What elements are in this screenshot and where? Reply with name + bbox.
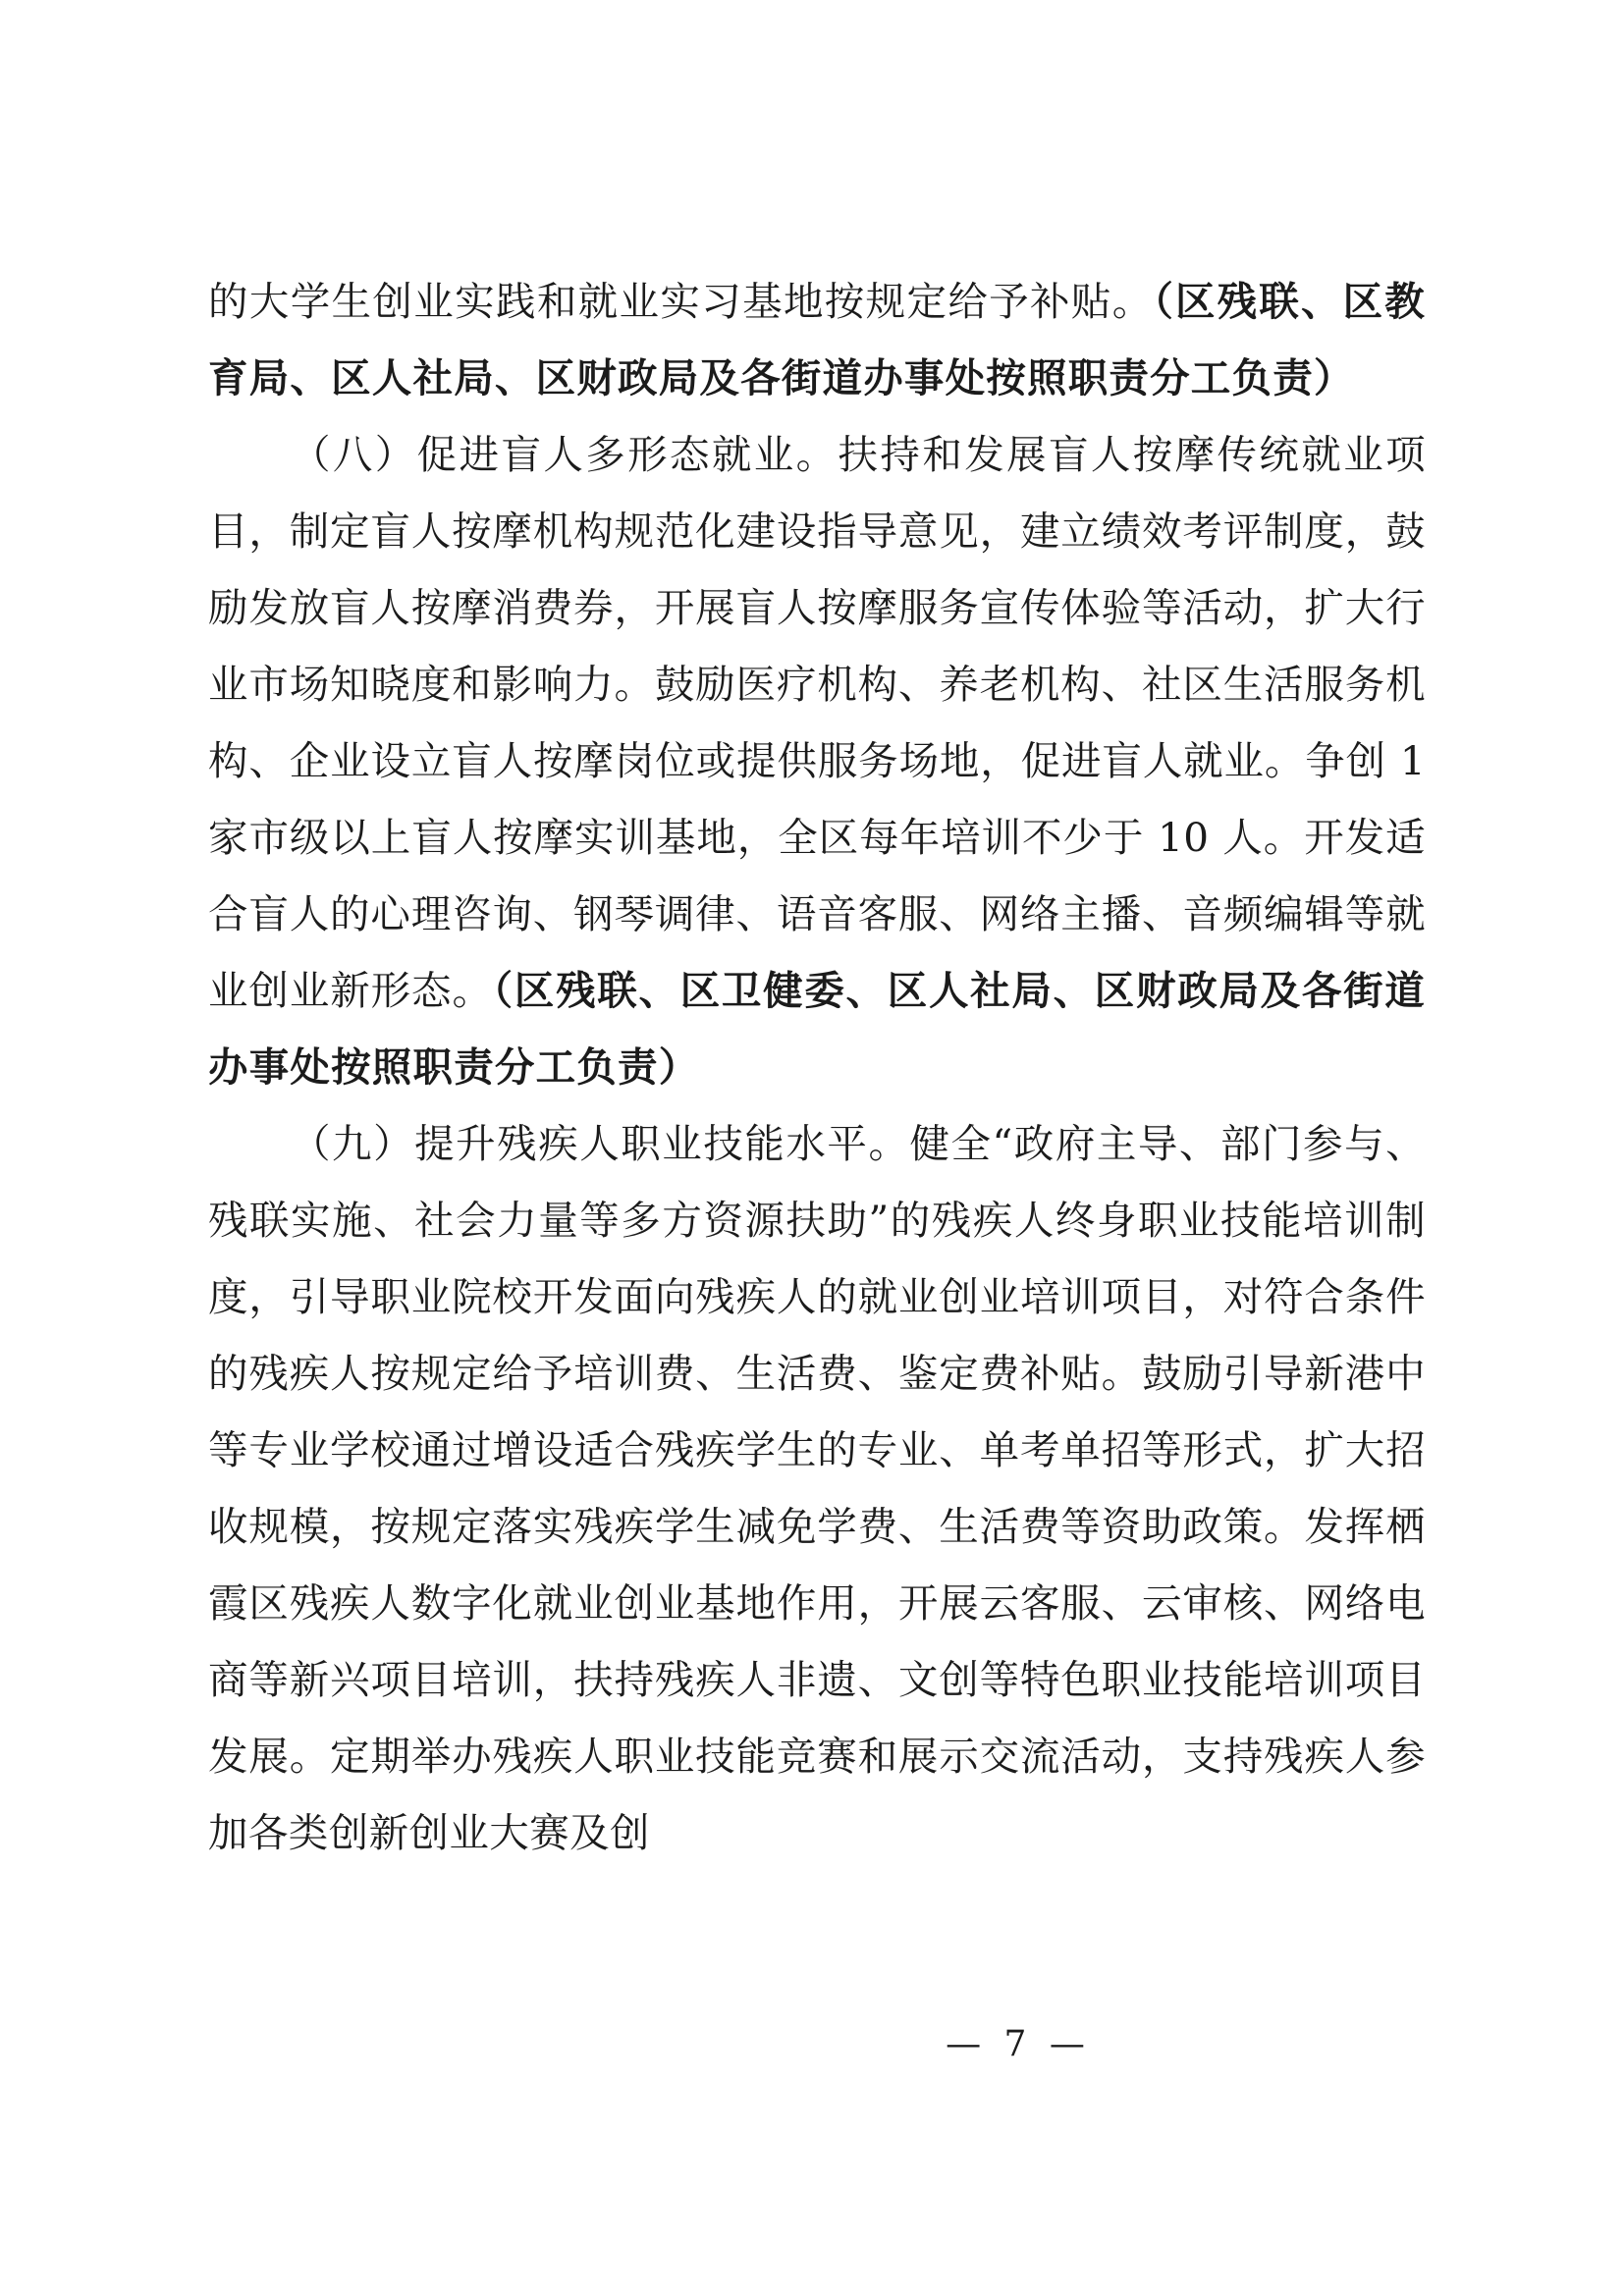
document-body [208,263,1426,1871]
paragraph-continued [208,263,1426,416]
body-text-run: （九）提升残疾人职业技能水平。健全“政府主导、部门参与、残联实施、社会力量等多方资源扶助”的残疾人终身职业技能培训制度，引导职业院校开发面向残疾人的就业创业培训项目，对符合条件的残疾人按规定给予培训费、生活费、鉴定费补贴。鼓励引导新港中等专业学校通过增设适合残疾学生的专业、单考单招等形式，扩大招收规模，按规定落实残疾学生减免学费、生活费等资助政策。发挥栖霞区残疾人数字化就业创业基地作用，开展云客服、云审核、网络电商等新兴项目培训，扶持残疾人非遗、文创等特色职业技能培训项目发展。定期举办残疾人职业技能竞赛和展示交流活动，支持残疾人参加各类创新创业大赛及创 [208,1120,1426,1856]
body-text-run: 的大学生创业实践和就业实习基地按规定给予补贴。 [208,278,1154,325]
responsible-units-emphasis: （区残联、区卫健委、区人社局、区财政局及各街道办事处按照职责分工负责） [208,967,1426,1091]
page-number: — 7 — [946,2024,1091,2064]
paragraph-item-nine [208,1105,1426,1871]
responsible-units-emphasis: （区残联、区教育局、区人社局、区财政局及各街道办事处按照职责分工负责） [208,278,1426,401]
page-footer [0,2024,1624,2064]
paragraph-item-eight [208,416,1426,1105]
body-text-run: （八）促进盲人多形态就业。扶持和发展盲人按摩传统就业项目，制定盲人按摩机构规范化建设指导意见，建立绩效考评制度，鼓励发放盲人按摩消费券，开展盲人按摩服务宣传体验等活动，扩大行业市场知晓度和影响力。鼓励医疗机构、养老机构、社区生活服务机构、企业设立盲人按摩岗位或提供服务场地，促进盲人就业。争创 1 家市级以上盲人按摩实训基地，全区每年培训不少于 10 人。开发适合盲人的心理咨询、钢琴调律、语音客服、网络主播、音频编辑等就业创业新形态。 [208,431,1426,1014]
